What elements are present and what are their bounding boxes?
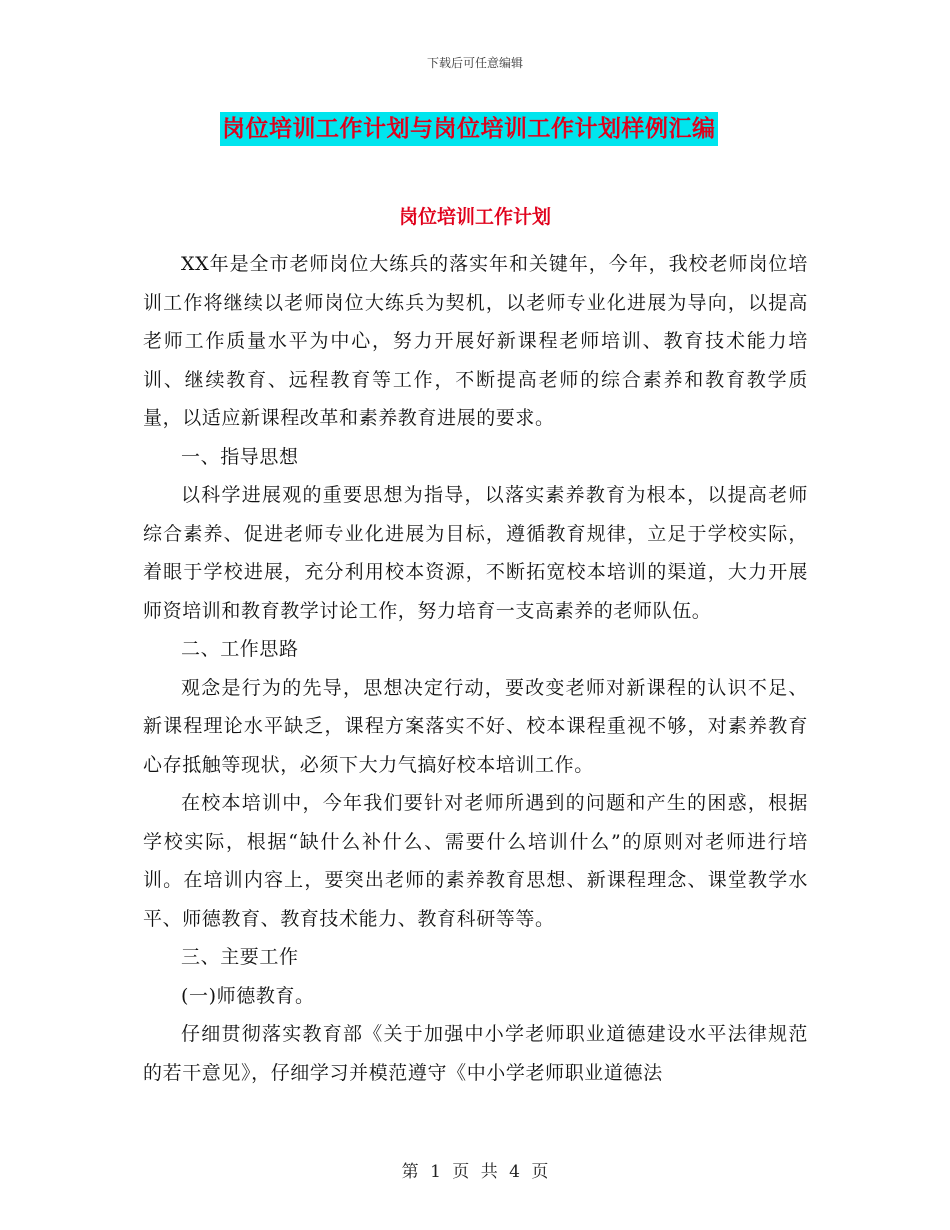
work-approach-paragraph-1: 观念是行为的先导，思想决定行动，要改变老师对新课程的认识不足、新课程理论水平缺乏，课程方案落实不好、校本课程重视不够，对素养教育心存抵触等现状，必须下大力气搞好校本培训工作。	[143, 676, 808, 776]
heading-guiding-ideology: 一、指导思想	[181, 445, 299, 468]
total-pages-number: 4	[509, 1162, 520, 1182]
guiding-ideology-paragraph: 以科学进展观的重要思想为指导，以落实素养教育为根本，以提高老师综合素养、促进老师专业化进展为目标，遵循教育规律，立足于学校实际，着眼于学校进展，充分利用校本资源，不断拓宽校本培训的渠道，大力开展师资培训和教育教学讨论工作，努力培育一支高素养的老师队伍。	[143, 484, 808, 622]
footer-total-word: 共	[480, 1162, 498, 1182]
ethics-education-paragraph: 仔细贯彻落实教育部《关于加强中小学老师职业道德建设水平法律规范的若干意见》，仔细学习并模范遵守《中小学老师职业道德法	[143, 1023, 808, 1084]
heading-work-approach: 二、工作思路	[181, 638, 299, 660]
header-note: 下载后可任意编辑	[426, 56, 523, 70]
subheading-ethics-education: (一)师德教育。	[181, 984, 315, 1007]
document-body	[143, 245, 808, 1092]
section-title: 岗位培训工作计划	[398, 206, 551, 228]
page-footer	[0, 1157, 950, 1182]
heading-main-work: 三、主要工作	[181, 946, 299, 968]
footer-page-word: 页	[452, 1162, 470, 1182]
work-approach-paragraph-2: 在校本培训中，今年我们要针对老师所遇到的问题和产生的困惑，根据学校实际，根据“缺什么补什么、需要什么培训什么”的原则对老师进行培训。在培训内容上，要突出老师的素养教育思想、新课程理念、课堂教学水平、师德教育、教育技术能力、教育科研等等。	[143, 792, 808, 930]
footer-suffix: 页	[531, 1162, 549, 1182]
intro-paragraph: XX年是全市老师岗位大练兵的落实年和关键年，今年，我校老师岗位培训工作将继续以老师岗位大练兵为契机，以老师专业化进展为导向，以提高老师工作质量水平为中心，努力开展好新课程老师培训、教育技术能力培训、继续教育、远程教育等工作，不断提高老师的综合素养和教育教学质量，以适应新课程改革和素养教育进展的要求。	[143, 253, 808, 429]
current-page-number: 1	[430, 1162, 441, 1182]
footer-prefix: 第	[401, 1162, 419, 1182]
document-title: 岗位培训工作计划与岗位培训工作计划样例汇编	[220, 112, 718, 146]
